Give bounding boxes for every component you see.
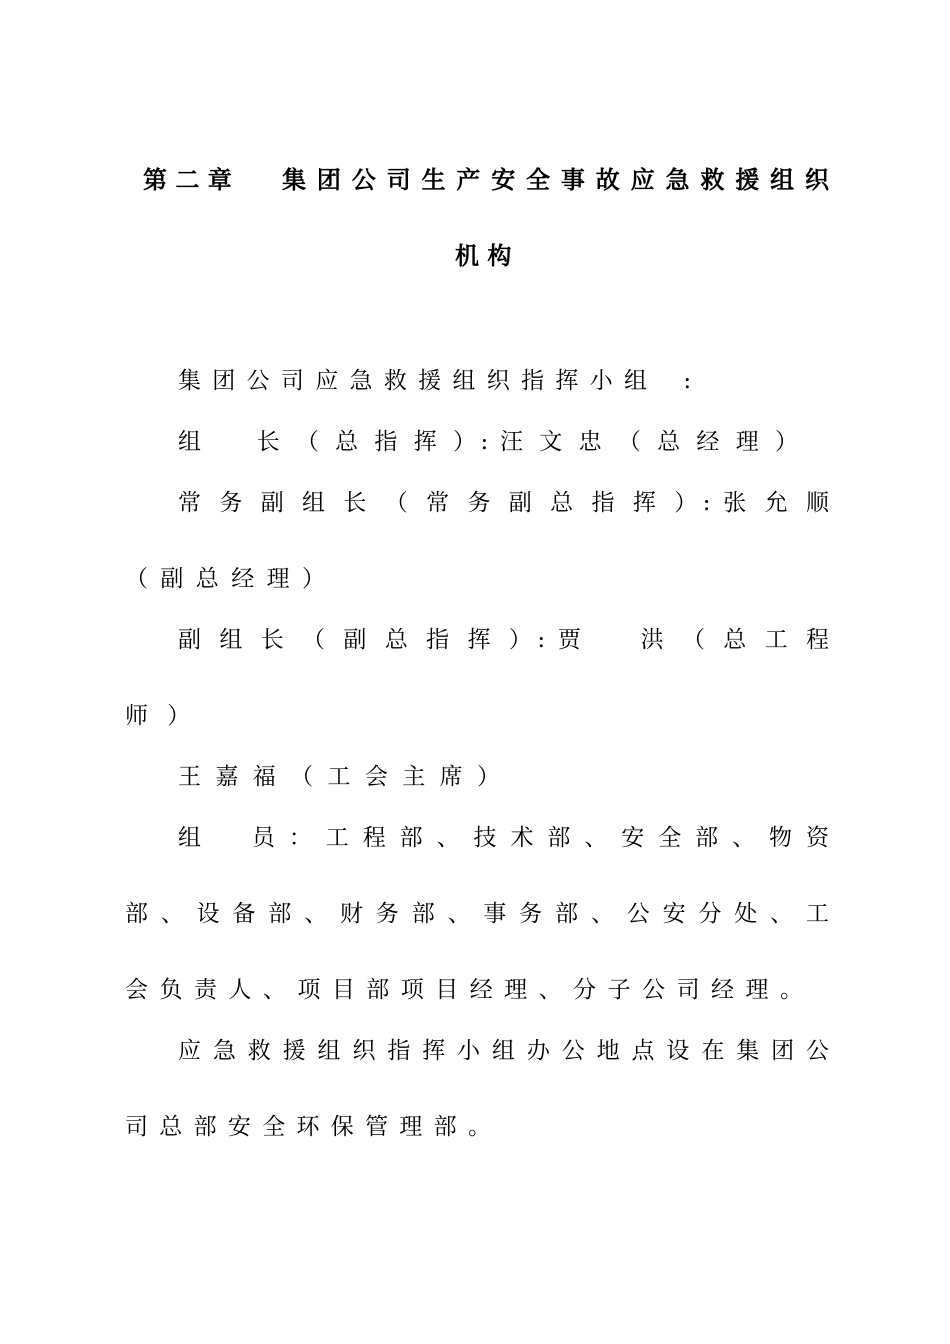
chapter-number: 第 二 章: [143, 166, 232, 194]
members-line-3: 会 负 责 人 、 项 目 部 项 目 经 理 、 分 子 公 司 经 理 。: [125, 977, 803, 1003]
deputy-leader-line-1: 副 组 长 （ 副 总 指 挥 ）: 贾 洪 （ 总 工 程: [178, 627, 829, 653]
executive-deputy-line-2: （ 副 总 经 理 ）: [125, 566, 325, 592]
chapter-title-line-2: 机 构: [455, 242, 512, 270]
command-group-title: 集 团 公 司 应 急 救 援 组 织 指 挥 小 组 :: [178, 368, 694, 394]
deputy-leader-other: 王 嘉 福 （ 工 会 主 席 ）: [178, 764, 500, 790]
executive-deputy-line-1: 常 务 副 组 长 （ 常 务 副 总 指 挥 ）: 张 允 顺: [178, 490, 829, 516]
members-line-2: 部 、 设 备 部 、 财 务 部 、 事 务 部 、 公 安 分 处 、 工: [125, 901, 829, 927]
members-line-1: 组 员 ： 工 程 部 、 技 术 部 、 安 全 部 、 物 资: [178, 825, 829, 851]
office-location-line-2: 司 总 部 安 全 环 保 管 理 部 。: [125, 1114, 491, 1140]
office-location-line-1: 应 急 救 援 组 织 指 挥 小 组 办 公 地 点 设 在 集 团 公: [178, 1038, 829, 1064]
deputy-leader-line-2: 师 ）: [125, 703, 197, 729]
chapter-title-line-1: 集 团 公 司 生 产 安 全 事 故 应 急 救 援 组 织: [282, 166, 829, 194]
group-leader-line: 组 长 （ 总 指 挥 ）: 汪 文 忠 （ 总 经 理 ）: [178, 429, 798, 455]
